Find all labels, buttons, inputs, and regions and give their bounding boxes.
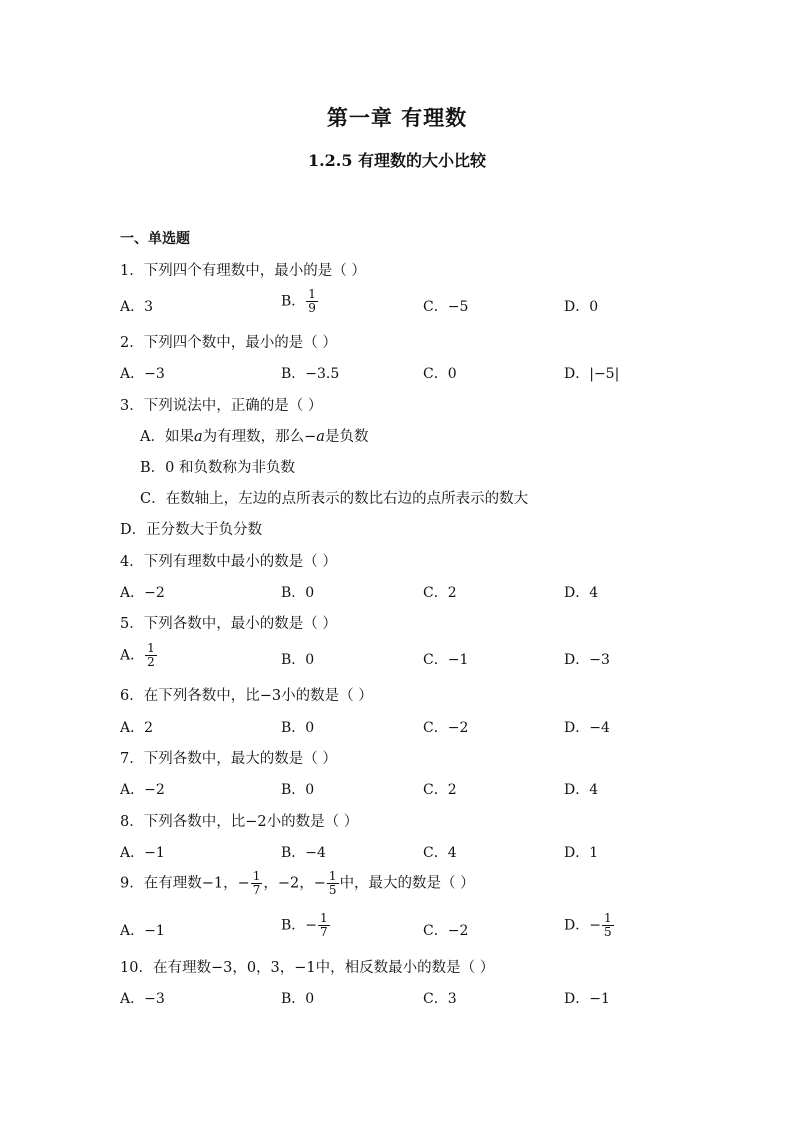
question-6-stem: 6．在下列各数中，比−3小的数是（ ）: [120, 688, 373, 704]
q2-option-c: C．0: [423, 366, 457, 382]
fraction: $\frac{1}{5}$: [603, 911, 612, 939]
question-3-stem: 3．下列说法中，正确的是（ ）: [120, 398, 323, 414]
q5-option-c: C．−1: [423, 652, 469, 668]
q5-option-a: A． $\frac{1}{2}$: [120, 641, 155, 669]
q2-option-a: A．−3: [120, 366, 165, 382]
section-title: 1.2.5 有理数的大小比较: [307, 151, 487, 170]
question-9-stem: 9．在有理数−1，− $\frac{1}{7}$ ，−2，− $\frac{1}{5}$ 中，最大的数是（ ）: [120, 869, 475, 897]
q4-option-c: C．2: [423, 585, 457, 601]
question-1-stem: 1．下列四个有理数中，最小的是（ ）: [120, 263, 366, 279]
fraction: $\frac{1}{9}$: [308, 287, 316, 315]
q8-option-d: D．1: [564, 845, 599, 861]
q4-option-a: A．−2: [120, 585, 165, 601]
question-5-stem: 5．下列各数中，最小的数是（ ）: [120, 616, 337, 632]
chapter-title: 第一章 有理数: [326, 105, 468, 130]
section-heading: 一、单选题: [120, 231, 190, 247]
q2-option-b: B．−3.5: [281, 366, 340, 382]
q7-option-a: A．−2: [120, 782, 165, 798]
q5-option-d: D．−3: [564, 652, 610, 668]
question-4-stem: 4．下列有理数中最小的数是（ ）: [120, 554, 337, 570]
fraction: $\frac{1}{7}$: [320, 911, 328, 939]
q9-option-b: B．− $\frac{1}{7}$: [281, 911, 328, 939]
q8-option-b: B．−4: [281, 845, 326, 861]
q3-option-d: D．正分数大于负分数: [120, 522, 263, 538]
fraction: $\frac{1}{5}$: [328, 869, 337, 897]
q9-option-c: C．−2: [423, 923, 469, 939]
q9-option-d: D．− $\frac{1}{5}$: [564, 911, 612, 939]
q3-option-b: B．0 和负数称为非负数: [140, 460, 295, 476]
q3-option-c: C．在数轴上，左边的点所表示的数比右边的点所表示的数大: [140, 491, 529, 507]
question-2-stem: 2．下列四个数中，最小的是（ ）: [120, 335, 337, 351]
fraction: $\frac{1}{2}$: [147, 641, 155, 669]
q1-option-b: B． $\frac{1}{9}$: [281, 287, 316, 315]
q6-option-d: D．−4: [564, 720, 610, 736]
q10-option-c: C．3: [423, 991, 457, 1007]
q2-option-d: D．|−5|: [564, 366, 620, 382]
q7-option-d: D．4: [564, 782, 599, 798]
question-7-stem: 7．下列各数中，最大的数是（ ）: [120, 751, 337, 767]
q10-option-b: B．0: [281, 991, 315, 1007]
q10-option-a: A．−3: [120, 991, 165, 1007]
q8-option-c: C．4: [423, 845, 457, 861]
q7-option-c: C．2: [423, 782, 457, 798]
q1-option-c: C．−5: [423, 299, 469, 315]
q10-option-d: D．−1: [564, 991, 610, 1007]
q8-option-a: A．−1: [120, 845, 165, 861]
q5-option-b: B．0: [281, 652, 315, 668]
q6-option-b: B．0: [281, 720, 315, 736]
q6-option-a: A．2: [120, 720, 154, 736]
question-8-stem: 8．下列各数中，比−2小的数是（ ）: [120, 814, 359, 830]
question-10-stem: 10．在有理数−3，0，3，−1中，相反数最小的数是（ ）: [120, 960, 495, 976]
q9-option-a: A．−1: [120, 923, 165, 939]
fraction: $\frac{1}{7}$: [252, 869, 261, 897]
q1-option-d: D．0: [564, 299, 599, 315]
q4-option-d: D．4: [564, 585, 599, 601]
q6-option-c: C．−2: [423, 720, 469, 736]
q7-option-b: B．0: [281, 782, 315, 798]
q3-option-a: A．如果a为有理数，那么−a是负数: [140, 429, 369, 445]
q1-option-a: A．3: [120, 299, 154, 315]
q4-option-b: B．0: [281, 585, 315, 601]
